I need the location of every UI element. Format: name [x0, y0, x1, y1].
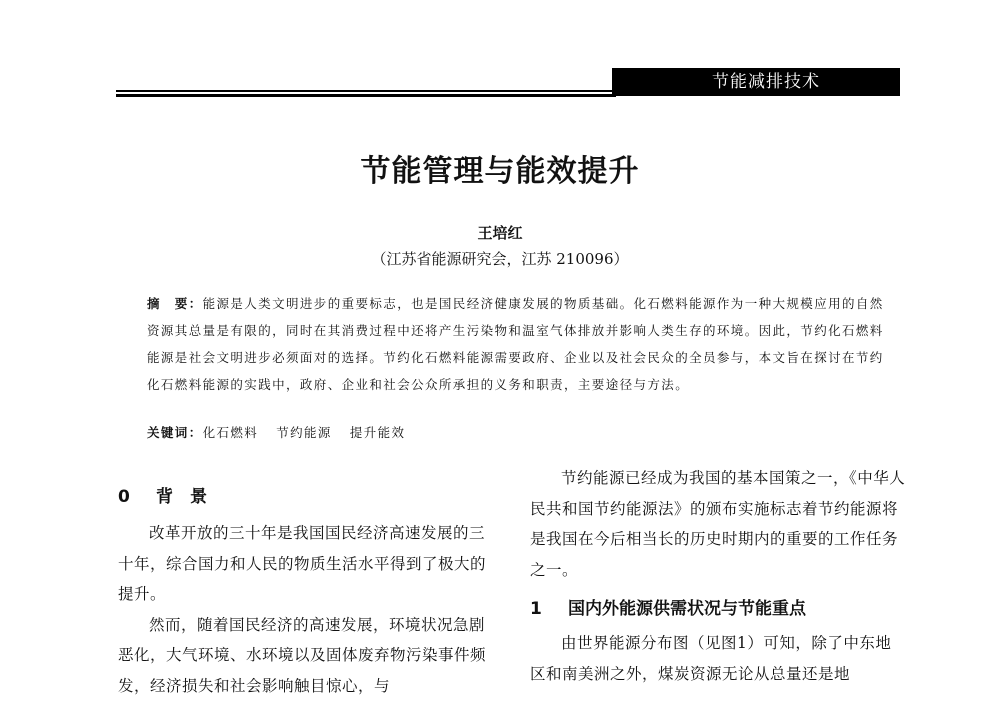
right-column-lower	[530, 628, 906, 689]
section-title: 国内外能源供需状况与节能重点	[568, 599, 806, 619]
keyword: 化石燃料	[203, 425, 259, 440]
keywords	[147, 423, 887, 441]
right-column	[530, 463, 906, 585]
left-column	[118, 518, 496, 701]
paragraph: 由世界能源分布图（见图1）可知，除了中东地区和南美洲之外，煤炭资源无论从总量还是地	[530, 628, 906, 689]
section-number: 0	[118, 487, 156, 507]
keyword: 提升能效	[350, 425, 406, 440]
article-title: 节能管理与能效提升	[0, 146, 1000, 190]
header-rule-thick	[116, 94, 616, 97]
author-affiliation: （江苏省能源研究会，江苏 210096）	[0, 248, 1000, 269]
paragraph: 改革开放的三十年是我国国民经济高速发展的三十年，综合国力和人民的物质生活水平得到了极大的提升。	[118, 518, 496, 610]
paragraph: 节约能源已经成为我国的基本国策之一，《中华人民共和国节约能源法》的颁布实施标志着节约能源将是我国在今后相当长的历史时期内的重要的工作任务之一。	[530, 463, 906, 585]
abstract-text: 能源是人类文明进步的重要标志，也是国民经济健康发展的物质基础。化石燃料能源作为一种大规模应用的自然资源其总量是有限的，同时在其消费过程中还将产生污染物和温室气体排放并影响人类生存的环境。因此，节约化石燃料能源是社会文明进步必须面对的选择。节约化石燃料能源需要政府、企业以及社会民众的全员参与，本文旨在探讨在节约化石燃料能源的实践中，政府、企业和社会公众所承担的义务和职责，主要途径与方法。	[147, 296, 884, 392]
abstract	[147, 290, 887, 398]
author-name: 王培红	[0, 222, 1000, 243]
section-tag: 节能减排技术	[612, 68, 900, 96]
section-number: 1	[530, 599, 568, 619]
paragraph: 然而，随着国民经济的高速发展，环境状况急剧恶化，大气环境、水环境以及固体废弃物污染事件频发，经济损失和社会影响触目惊心，与	[118, 610, 496, 701]
section-title: 背 景	[156, 487, 207, 507]
keyword: 节约能源	[276, 425, 332, 440]
keywords-label: 关键词：	[147, 425, 203, 440]
section-heading-1	[530, 594, 806, 619]
abstract-label: 摘 要：	[147, 296, 203, 311]
section-heading-0	[118, 482, 207, 507]
